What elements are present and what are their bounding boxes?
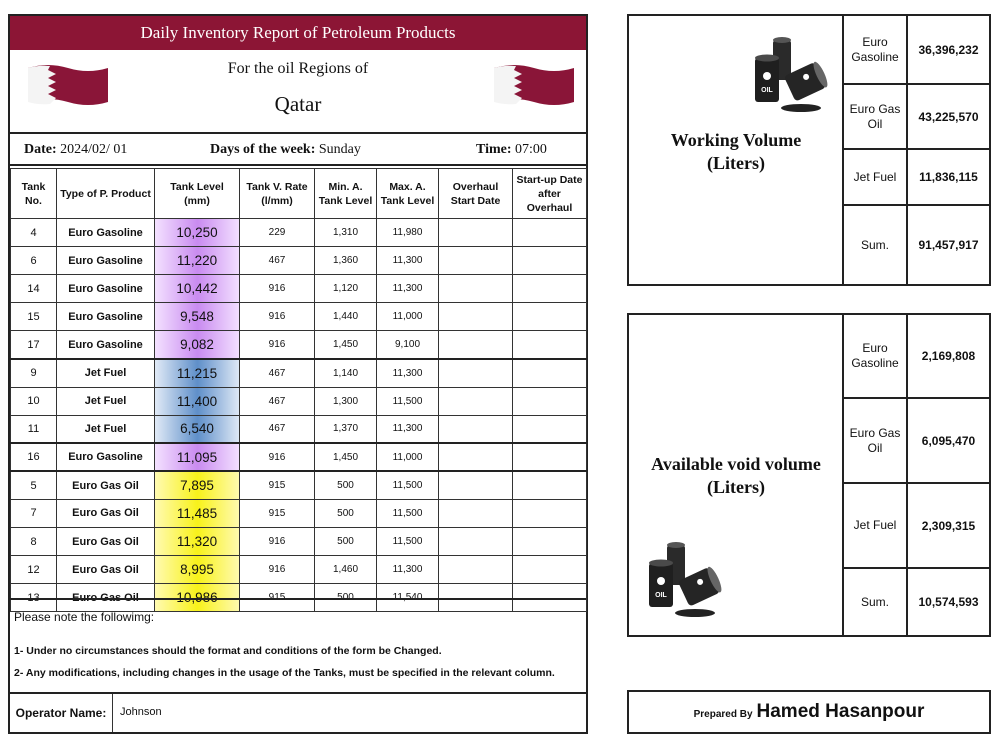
min-level: 1,300 [315,387,377,415]
product-type: Euro Gas Oil [57,584,155,612]
tank-level: 7,895 [155,471,240,499]
prepared-by-box [627,690,991,734]
table-row [11,443,587,471]
tank-number: 13 [11,584,57,612]
tank-level: 11,320 [155,528,240,556]
operator-name: Johnson [120,706,162,718]
oil-barrels-icon [645,537,723,619]
table-row [11,275,587,303]
max-level: 11,000 [377,303,439,331]
table-row [11,247,587,275]
table-header-row [11,169,587,219]
tank-number: 12 [11,556,57,584]
volume-row [844,399,989,484]
tank-rate: 229 [240,219,315,247]
overhaul-start-date [439,528,513,556]
max-level: 11,500 [377,499,439,527]
tank-rate: 467 [240,387,315,415]
product-label: Jet Fuel [844,150,908,204]
volume-value: 6,095,470 [921,433,976,448]
tank-number: 16 [11,443,57,471]
sum-value: 91,457,917 [918,238,979,252]
note-item: 2- Any modifications, including changes in the usage of the Tanks, must be specified in the relevant column. [14,667,555,679]
min-level: 1,440 [315,303,377,331]
tank-rate: 916 [240,443,315,471]
max-level: 9,100 [377,331,439,359]
product-type: Euro Gas Oil [57,471,155,499]
table-row [11,303,587,331]
report-date [24,142,127,158]
min-level: 500 [315,584,377,612]
startup-date [513,303,587,331]
product-label: Euro Gas Oil [844,399,908,482]
max-level: 11,300 [377,415,439,443]
startup-date [513,499,587,527]
tank-level: 6,540 [155,415,240,443]
table-body [11,219,587,612]
volume-value: 2,309,315 [921,518,976,533]
product-type: Euro Gas Oil [57,556,155,584]
tank-number: 17 [11,331,57,359]
tank-number: 7 [11,499,57,527]
min-level: 1,460 [315,556,377,584]
startup-date [513,359,587,387]
volume-value: 43,225,570 [918,109,979,124]
volume-sum-row [844,569,989,635]
table-row [11,387,587,415]
tank-level: 8,995 [155,556,240,584]
tank-inventory-table [10,168,587,612]
product-type: Euro Gasoline [57,303,155,331]
min-level: 1,450 [315,443,377,471]
max-level: 11,500 [377,387,439,415]
startup-date [513,415,587,443]
overhaul-start-date [439,275,513,303]
startup-date [513,275,587,303]
tank-level: 11,485 [155,499,240,527]
notes-section [10,598,586,692]
startup-date [513,219,587,247]
col-header: Tank No. [11,169,57,219]
tank-rate: 467 [240,415,315,443]
tank-number: 11 [11,415,57,443]
caption-unit: (Liters) [707,153,765,173]
product-label: Euro Gas Oil [844,85,908,148]
col-header: Type of P. Product [57,169,155,219]
product-type: Jet Fuel [57,415,155,443]
caption-line: Available void volume [651,454,821,474]
day-value: Sunday [318,142,361,157]
overhaul-start-date [439,303,513,331]
tank-number: 15 [11,303,57,331]
min-level: 1,120 [315,275,377,303]
report-meta-line [10,134,586,166]
tank-rate: 916 [240,556,315,584]
startup-date [513,528,587,556]
sum-label: Sum. [844,569,908,635]
prepared-by-label: Prepared By [693,708,753,720]
max-level: 11,300 [377,247,439,275]
max-level: 11,300 [377,275,439,303]
overhaul-start-date [439,499,513,527]
tank-rate: 915 [240,471,315,499]
overhaul-start-date [439,359,513,387]
tank-rate: 916 [240,303,315,331]
void-volume-caption [629,453,843,499]
col-header: Tank V. Rate (l/mm) [240,169,315,219]
table-row [11,499,587,527]
tank-level: 10,250 [155,219,240,247]
tank-number: 8 [11,528,57,556]
tank-rate: 915 [240,499,315,527]
tank-level: 11,220 [155,247,240,275]
col-header: Tank Level (mm) [155,169,240,219]
notes-heading: Please note the followimg: [14,610,155,624]
barrel-label: OIL [655,592,667,599]
working-volume-values [842,16,989,284]
tank-number: 5 [11,471,57,499]
tank-rate: 467 [240,247,315,275]
max-level: 11,300 [377,556,439,584]
product-type: Euro Gasoline [57,247,155,275]
operator-row [10,692,586,732]
overhaul-start-date [439,331,513,359]
qatar-flag-right [492,60,576,110]
region-header [10,50,586,134]
overhaul-start-date [439,387,513,415]
note-item: 1- Under no circumstances should the format and conditions of the form be Changed. [14,645,442,657]
product-type: Euro Gasoline [57,331,155,359]
max-level: 11,500 [377,528,439,556]
tank-number: 9 [11,359,57,387]
startup-date [513,331,587,359]
max-level: 11,300 [377,359,439,387]
table-row [11,415,587,443]
product-type: Euro Gasoline [57,275,155,303]
startup-date [513,387,587,415]
void-volume-panel [627,313,991,637]
date-label: Date: [24,142,57,157]
volume-value: 2,169,808 [921,349,976,363]
max-level: 11,980 [377,219,439,247]
overhaul-start-date [439,219,513,247]
region-subtitle: For the oil Regions of [227,60,369,77]
min-level: 500 [315,528,377,556]
tank-rate: 916 [240,528,315,556]
min-level: 1,370 [315,415,377,443]
table-row [11,359,587,387]
overhaul-start-date [439,247,513,275]
startup-date [513,443,587,471]
tank-number: 6 [11,247,57,275]
min-level: 1,140 [315,359,377,387]
col-header: Start-up Date after Overhaul [513,169,587,219]
working-volume-panel [627,14,991,286]
barrel-label: OIL [761,87,773,94]
tank-number: 10 [11,387,57,415]
tank-level: 9,548 [155,303,240,331]
tank-number: 4 [11,219,57,247]
table-row [11,219,587,247]
product-type: Euro Gasoline [57,443,155,471]
product-type: Euro Gasoline [57,219,155,247]
max-level: 11,000 [377,443,439,471]
tank-rate: 915 [240,584,315,612]
report-title: Daily Inventory Report of Petroleum Products [10,16,586,50]
inventory-report [8,14,588,734]
product-label: Euro Gasoline [844,16,908,83]
overhaul-start-date [439,471,513,499]
min-level: 1,310 [315,219,377,247]
product-type: Euro Gas Oil [57,499,155,527]
table-row [11,528,587,556]
volume-row [844,85,989,150]
void-volume-values [842,315,989,635]
min-level: 1,450 [315,331,377,359]
tank-rate: 916 [240,331,315,359]
startup-date [513,471,587,499]
max-level: 11,500 [377,471,439,499]
col-header: Overhaul Start Date [439,169,513,219]
product-type: Jet Fuel [57,359,155,387]
min-level: 1,360 [315,247,377,275]
table-row [11,471,587,499]
volume-value: 36,396,232 [918,42,979,57]
product-label: Euro Gasoline [844,315,908,397]
min-level: 500 [315,499,377,527]
col-header: Min. A. Tank Level [315,169,377,219]
tank-level: 11,215 [155,359,240,387]
tank-rate: 467 [240,359,315,387]
overhaul-start-date [439,415,513,443]
report-day [210,142,361,158]
caption-unit: (Liters) [707,477,765,497]
volume-row [844,484,989,569]
tank-rate: 916 [240,275,315,303]
overhaul-start-date [439,556,513,584]
volume-sum-row [844,206,989,284]
region-name: Qatar [274,92,322,116]
tank-level: 9,082 [155,331,240,359]
working-volume-caption [629,129,843,175]
time-label: Time: [476,142,512,157]
min-level: 500 [315,471,377,499]
max-level: 11,540 [377,584,439,612]
sum-value: 10,574,593 [918,595,979,609]
tank-number: 14 [11,275,57,303]
table-row [11,556,587,584]
product-type: Jet Fuel [57,387,155,415]
volume-row [844,16,989,85]
tank-level: 10,986 [155,584,240,612]
overhaul-start-date [439,443,513,471]
volume-row [844,150,989,206]
product-type: Euro Gas Oil [57,528,155,556]
oil-barrels-icon [751,32,829,114]
report-time [476,142,547,158]
product-label: Jet Fuel [844,484,908,567]
volume-row [844,315,989,399]
tank-level: 11,095 [155,443,240,471]
day-label: Days of the week: [210,142,316,157]
time-value: 07:00 [515,142,547,157]
operator-label: Operator Name: [10,694,113,732]
tank-level: 10,442 [155,275,240,303]
preparer-name: Hamed Hasanpour [756,701,925,722]
startup-date [513,556,587,584]
sum-label: Sum. [844,206,908,284]
col-header: Max. A. Tank Level [377,169,439,219]
date-value: 2024/02/ 01 [60,142,128,157]
caption-line: Working Volume [670,130,802,150]
startup-date [513,247,587,275]
tank-level: 11,400 [155,387,240,415]
table-row [11,331,587,359]
volume-value: 11,836,115 [919,170,978,184]
